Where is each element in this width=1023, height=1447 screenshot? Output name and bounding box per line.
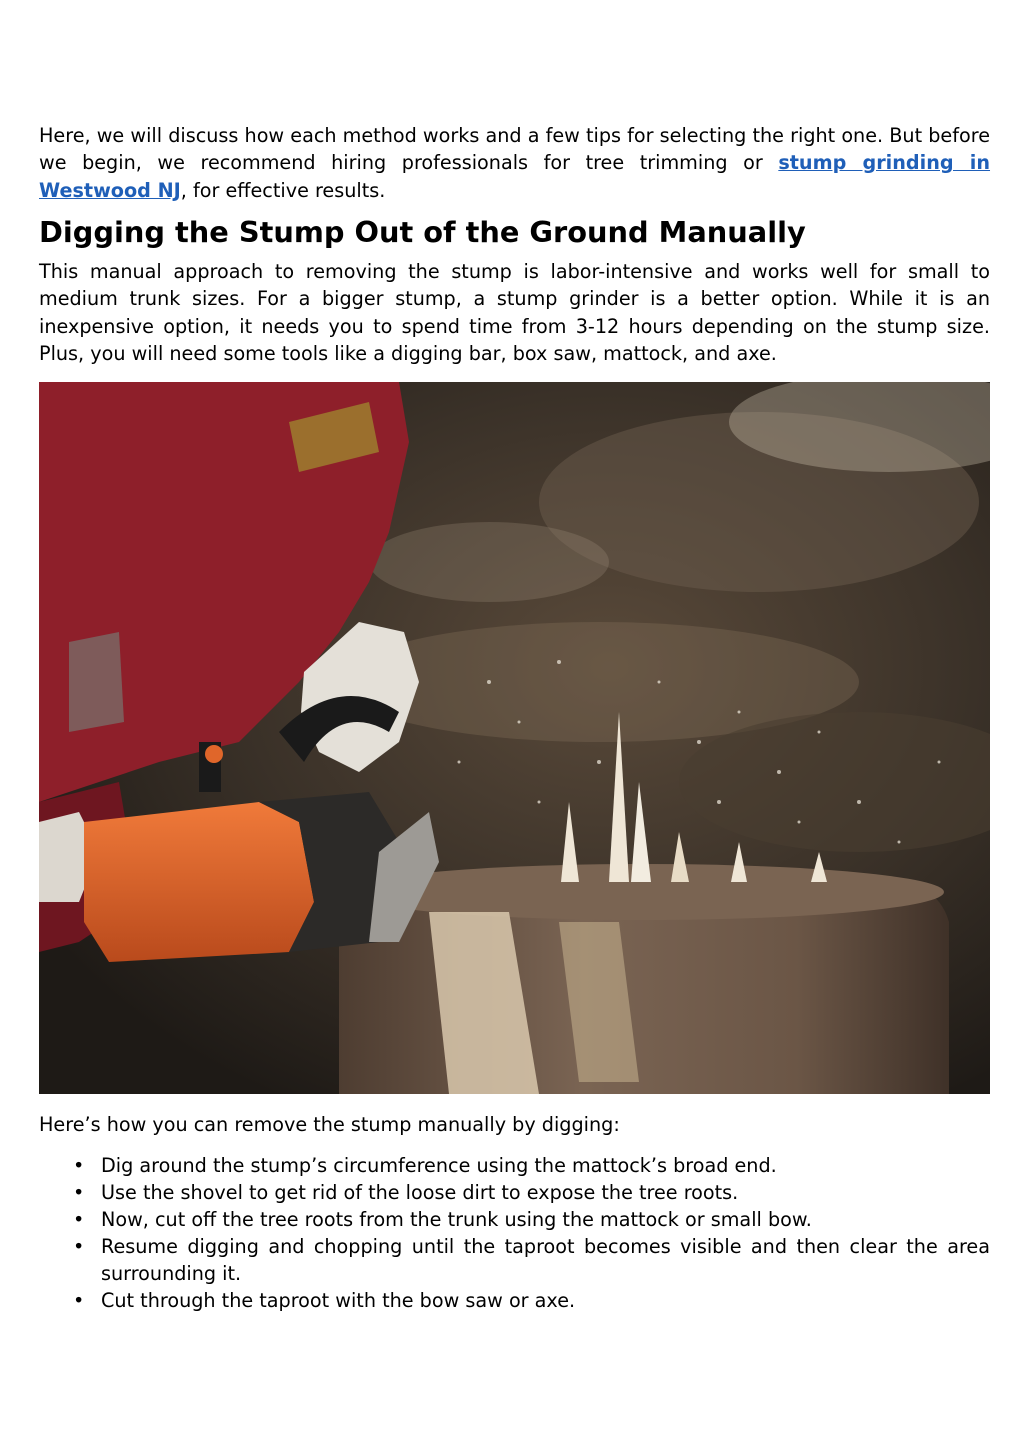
section-body: This manual approach to removing the stump is labor-intensive and works well for small to medium trunk sizes. For a bigger stump, a stump grinder is a better option. While it is an inexpensive option, it needs you to spend time from 3-12 hours depending on the stump size. Plus, you will need some tools like a digging bar, box saw, mattock, and axe. [39,260,990,365]
steps-intro: Here’s how you can remove the stump manually by digging: [39,1113,620,1136]
intro-paragraph [39,122,990,204]
chainsaw-stump-photo [39,382,990,1094]
list-item-text: Cut through the taproot with the bow saw or axe. [101,1289,576,1312]
section-heading: Digging the Stump Out of the Ground Manually [39,215,806,249]
intro-text-end: , for effective results. [180,178,386,202]
list-item [39,1152,990,1179]
list-item-text: Resume digging and chopping until the taproot becomes visible and then clear the area surrounding it. [101,1235,990,1285]
list-item-text: Use the shovel to get rid of the loose dirt to expose the tree roots. [101,1181,739,1204]
intro-text: Here, we will discuss how each method works and a few tips for selecting the right one. But before we begin, we recommend hiring professionals for tree trimming or [39,124,990,175]
list-item [39,1233,990,1287]
list-item-text: Now, cut off the tree roots from the trunk using the mattock or small bow. [101,1208,812,1231]
stump-grinding-link[interactable]: stump grinding in Westwood NJ [39,151,991,202]
bullet-icon: • [73,1235,85,1258]
list-item [39,1179,990,1206]
bullet-icon: • [73,1154,85,1177]
bullet-icon: • [73,1181,85,1204]
list-item [39,1287,990,1314]
list-item-text: Dig around the stump’s circumference using the mattock’s broad end. [101,1154,777,1177]
chainsaw-cutting-stump-photo-icon [39,382,990,1094]
list-item [39,1206,990,1233]
steps-list [39,1152,990,1314]
bullet-icon: • [73,1289,85,1312]
bullet-icon: • [73,1208,85,1231]
